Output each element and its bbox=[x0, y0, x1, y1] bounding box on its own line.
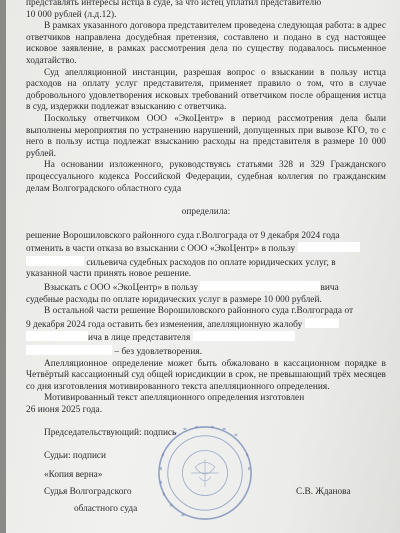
paragraph-ecocenter: Поскольку ответчиком ООО «ЭкоЦентр» в период рассмотрения дела были выполнены мероприятия по устранению нарушений, допущенных при вывозе КГО, то с него в пользу истца подлежат взысканию расходы на представителя в размере 10 000 рублей. bbox=[26, 113, 386, 159]
ruling-cassation: Апелляционное определение может быть обжаловано в кассационном порядке в Четвёртый кассационный суд общей юрисдикции в срок, не превышающий трёх месяцев со дня изготовления мотивированного текста апелляционного определения. bbox=[26, 358, 386, 392]
ruling-1c: сильевича судебных расходов по оплате юридических услуг, в bbox=[26, 256, 386, 270]
ruling-3d: – без удовлетворения. bbox=[26, 345, 386, 359]
signature-chair: Председательствующий: подпись bbox=[44, 428, 177, 438]
paragraph-grounds: На основании изложенного, руководствуясь статьями 328 и 329 Гражданского процессуального кодекса Российской Федерации, судебная коллегия по гражданским делам Волгоградского областного суда bbox=[26, 160, 386, 194]
document-sheet bbox=[6, 0, 400, 533]
ruling-3b: 9 декабря 2024 года оставить без изменения, апелляционную жалобу bbox=[26, 318, 386, 332]
judge-title-2: областного суда bbox=[74, 504, 138, 514]
signature-judges: Судьи: подписи bbox=[44, 451, 107, 461]
ruling-1d: указанной части принять новое решение. bbox=[26, 269, 192, 280]
copy-certified: «Копия верна» bbox=[44, 470, 103, 480]
ruling-3c: ича в лице представителя bbox=[26, 331, 386, 345]
redaction bbox=[298, 242, 360, 252]
ruling-date: 26 июня 2025 года. bbox=[26, 405, 103, 415]
judge-name: С.В. Жданова bbox=[296, 487, 351, 497]
redaction bbox=[26, 331, 88, 341]
paragraph-appeal-court: Суд апелляционной инстанции, разрешая вопрос о взыскании в пользу истца расходов на оплату услуг представителя, применяет правило о том, что в случае добровольного удовлетворения исковых требований ответчиком после обращения истца в суд, издержки подлежат взысканию с ответчика. bbox=[26, 67, 386, 113]
ruling-heading: определила: bbox=[181, 207, 231, 218]
ruling-motivated-text: Мотивированный текст апелляционного определения изготовлен bbox=[44, 393, 305, 404]
redaction bbox=[26, 345, 112, 355]
redaction bbox=[200, 281, 320, 291]
ruling-1a: решение Ворошиловского районного суда г.Волгограда от 9 декабря 2024 года bbox=[26, 230, 340, 241]
document-body bbox=[26, 0, 386, 417]
redaction bbox=[193, 331, 295, 341]
judge-title-1: Судья Волгоградского bbox=[44, 487, 132, 497]
ruling-2b: судебные расходы по оплате юридических услуг в размере 10 000 рублей. bbox=[26, 294, 322, 305]
ruling-3a: В остальной части решение Ворошиловского районного суда г.Волгограда от bbox=[44, 306, 354, 317]
paragraph-work-done: В рамках указанного договора представителем проведена следующая работа: в адрес ответчиков направлена досудебная претензия, составлено и подано в суд настоящее исковое заявление, в рамках рассмотрения дела по существу подавалось письменное ходатайство. bbox=[26, 21, 386, 66]
top-line: представлять интересы истца в суде, за что истец уплатил представителю bbox=[26, 0, 322, 8]
redaction bbox=[26, 256, 84, 266]
top-line-2: 10 000 рублей (л.д.12). bbox=[26, 9, 117, 20]
redaction bbox=[305, 318, 339, 328]
ruling-2a: Взыскать с ООО «ЭкоЦентр» в пользу вича bbox=[44, 283, 339, 294]
ruling-1b: отменить в части отказа во взыскании с ООО «ЭкоЦентр» в пользу bbox=[26, 242, 386, 256]
